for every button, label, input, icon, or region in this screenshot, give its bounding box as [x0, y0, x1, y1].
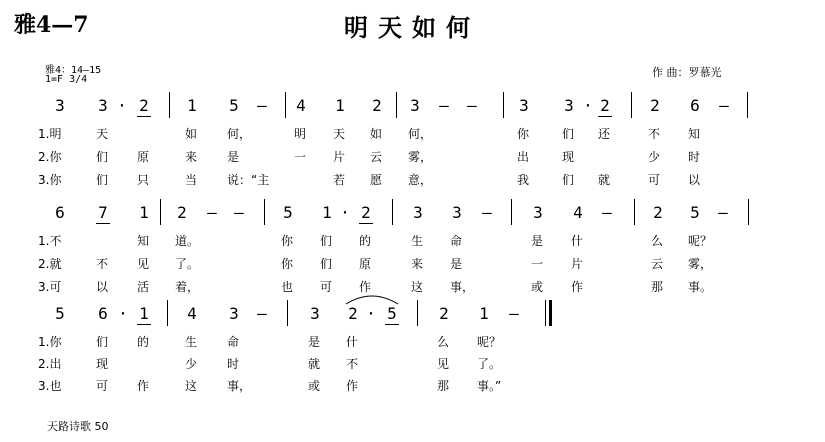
- lyric: 片: [333, 150, 346, 164]
- hymn-number: 雅4—7: [14, 12, 89, 38]
- lyric: 那: [651, 280, 664, 294]
- note: 6: [690, 96, 700, 115]
- note: 2: [348, 304, 358, 323]
- composer-credit: 作 曲：罗慕光: [652, 66, 722, 79]
- note: 2: [361, 203, 371, 222]
- lyric: 道。: [175, 234, 200, 248]
- dash: –: [234, 203, 244, 222]
- lyric: 原: [359, 257, 372, 271]
- note: 5: [55, 304, 65, 323]
- lyric: 知: [688, 127, 701, 141]
- lyric: 你: [281, 257, 294, 271]
- eighth-underline: [137, 116, 151, 117]
- lyric: 时: [688, 150, 701, 164]
- page-title: 明天如何: [344, 13, 480, 42]
- bar-line: [417, 300, 418, 326]
- lyric: 是: [450, 257, 463, 271]
- lyric: 生: [185, 335, 198, 349]
- lyric: 作: [359, 280, 372, 294]
- dash: –: [439, 96, 449, 115]
- slur-arc: [344, 290, 400, 306]
- note: 4: [187, 304, 197, 323]
- key-time-signature: 1=F 3/4: [45, 74, 88, 85]
- note: 2: [177, 203, 187, 222]
- lyric: 现: [96, 357, 109, 371]
- note: 6: [55, 203, 65, 222]
- lyric: 只: [137, 173, 150, 187]
- lyric: 那: [437, 379, 450, 393]
- dot: ·: [340, 203, 350, 222]
- dash: –: [257, 304, 267, 323]
- lyric: 当: [185, 173, 198, 187]
- lyric: 现: [562, 150, 575, 164]
- lyric: 2.出: [38, 357, 62, 371]
- lyric: 就: [598, 173, 611, 187]
- dash: –: [718, 203, 728, 222]
- note: 4: [573, 203, 583, 222]
- lyric: 的: [359, 234, 372, 248]
- note: 1: [335, 96, 345, 115]
- note: 5: [229, 96, 239, 115]
- note: 3: [310, 304, 320, 323]
- lyric: 愿: [370, 173, 383, 187]
- note: 5: [690, 203, 700, 222]
- bar-line: [748, 199, 749, 225]
- lyric: 么: [651, 234, 664, 248]
- lyric: 可: [648, 173, 661, 187]
- lyric: 这: [185, 379, 198, 393]
- lyric: 还: [598, 127, 611, 141]
- lyric: 了。: [477, 357, 502, 371]
- lyric: 你: [281, 234, 294, 248]
- lyric: 一: [294, 150, 307, 164]
- lyric: 若: [333, 173, 346, 187]
- note: 3: [55, 96, 65, 115]
- lyric: 以: [688, 173, 701, 187]
- eighth-underline: [598, 116, 612, 117]
- bar-line: [511, 199, 512, 225]
- lyric: 3.你: [38, 173, 62, 187]
- lyric: 作: [137, 379, 150, 393]
- lyric: 这: [411, 280, 424, 294]
- dot: ·: [583, 96, 593, 115]
- lyric: 也: [281, 280, 294, 294]
- lyric: 你: [517, 127, 530, 141]
- bar-line: [503, 92, 504, 118]
- lyric: 可: [320, 280, 333, 294]
- note: 3: [519, 96, 529, 115]
- lyric: 是: [308, 335, 321, 349]
- note: 2: [653, 203, 663, 222]
- note: 1: [187, 96, 197, 115]
- source-footer: 天路诗歌 50: [47, 420, 109, 433]
- lyric: 的: [137, 335, 150, 349]
- dot: ·: [366, 304, 376, 323]
- lyric: 2.你: [38, 150, 62, 164]
- lyric: 事，: [450, 280, 475, 294]
- note: 6: [98, 304, 108, 323]
- lyric: 3.可: [38, 280, 62, 294]
- bar-line: [169, 92, 170, 118]
- lyric: 呢？: [688, 234, 713, 248]
- bar-line: [634, 199, 635, 225]
- lyric: 命: [450, 234, 463, 248]
- lyric: 不: [648, 127, 661, 141]
- lyric: 事。”: [477, 379, 502, 393]
- bar-line: [160, 199, 161, 225]
- lyric: 云: [370, 150, 383, 164]
- note: 1: [322, 203, 332, 222]
- lyric: 作: [571, 280, 584, 294]
- lyric: 来: [411, 257, 424, 271]
- lyric: 时: [227, 357, 240, 371]
- lyric: 呢？: [477, 335, 502, 349]
- lyric: 或: [531, 280, 544, 294]
- lyric: 什: [571, 234, 584, 248]
- lyric: 少: [185, 357, 198, 371]
- lyric: 不: [96, 257, 109, 271]
- lyric: 3.也: [38, 379, 62, 393]
- lyric: 作: [346, 379, 359, 393]
- lyric: 天: [96, 127, 109, 141]
- lyric: 我: [517, 173, 530, 187]
- lyric: 不: [346, 357, 359, 371]
- lyric: 事。: [688, 280, 713, 294]
- bar-line: [631, 92, 632, 118]
- lyric: 片: [571, 257, 584, 271]
- lyric: 着，: [175, 280, 200, 294]
- lyric: 们: [96, 173, 109, 187]
- scripture-reference: 雅4：14—15: [45, 65, 102, 76]
- lyric: 活: [137, 280, 150, 294]
- note: 2: [439, 304, 449, 323]
- lyric: 什: [346, 335, 359, 349]
- lyric: 么: [437, 335, 450, 349]
- lyric: 见: [137, 257, 150, 271]
- bar-line: [747, 92, 748, 118]
- lyric: 事，: [227, 379, 252, 393]
- dash: –: [257, 96, 267, 115]
- lyric: 明: [294, 127, 307, 141]
- dash: –: [467, 96, 477, 115]
- lyric: 生: [411, 234, 424, 248]
- note: 3: [98, 96, 108, 115]
- lyric: 原: [137, 150, 150, 164]
- lyric: 了。: [175, 257, 200, 271]
- eighth-underline: [385, 324, 399, 325]
- note: 5: [283, 203, 293, 222]
- lyric: 何，: [227, 127, 252, 141]
- lyric: 如: [185, 127, 198, 141]
- eighth-underline: [137, 324, 151, 325]
- lyric: 雾，: [688, 257, 713, 271]
- lyric: 一: [531, 257, 544, 271]
- lyric: 天: [333, 127, 346, 141]
- note: 3: [410, 96, 420, 115]
- bar-line: [264, 199, 265, 225]
- dash: –: [482, 203, 492, 222]
- lyric: 可: [96, 379, 109, 393]
- lyric: 以: [96, 280, 109, 294]
- note: 4: [296, 96, 306, 115]
- lyric: 们: [562, 173, 575, 187]
- dot: ·: [117, 96, 127, 115]
- dash: –: [509, 304, 519, 323]
- final-bar-thin: [545, 300, 546, 326]
- dash: –: [602, 203, 612, 222]
- note: 1: [139, 304, 149, 323]
- lyric: 就: [308, 357, 321, 371]
- lyric: 知: [137, 234, 150, 248]
- lyric: 意，: [408, 173, 433, 187]
- note: 5: [387, 304, 397, 323]
- bar-line: [167, 300, 168, 326]
- lyric: 云: [651, 257, 664, 271]
- note: 3: [413, 203, 423, 222]
- lyric: 1.不: [38, 234, 62, 248]
- eighth-underline: [96, 223, 110, 224]
- lyric: 命: [227, 335, 240, 349]
- dot: ·: [118, 304, 128, 323]
- bar-line: [392, 199, 393, 225]
- lyric: 们: [96, 150, 109, 164]
- lyric: 何，: [408, 127, 433, 141]
- note: 3: [452, 203, 462, 222]
- lyric: 2.就: [38, 257, 62, 271]
- note: 7: [98, 203, 108, 222]
- lyric: 如: [370, 127, 383, 141]
- note: 2: [600, 96, 610, 115]
- lyric: 们: [562, 127, 575, 141]
- bar-line: [396, 92, 397, 118]
- lyric: 雾，: [408, 150, 433, 164]
- lyric: 出: [517, 150, 530, 164]
- lyric: 是: [227, 150, 240, 164]
- note: 2: [139, 96, 149, 115]
- bar-line: [287, 300, 288, 326]
- lyric: 见: [437, 357, 450, 371]
- lyric: 说：“主: [227, 173, 270, 187]
- note: 3: [533, 203, 543, 222]
- lyric: 1.你: [38, 335, 62, 349]
- note: 3: [564, 96, 574, 115]
- bar-line: [285, 92, 286, 118]
- lyric: 或: [308, 379, 321, 393]
- final-bar-thick: [549, 300, 552, 326]
- dash: –: [719, 96, 729, 115]
- note: 2: [650, 96, 660, 115]
- note: 3: [229, 304, 239, 323]
- lyric: 们: [320, 234, 333, 248]
- lyric: 1.明: [38, 127, 62, 141]
- dash: –: [207, 203, 217, 222]
- note: 1: [139, 203, 149, 222]
- lyric: 来: [185, 150, 198, 164]
- lyric: 是: [531, 234, 544, 248]
- eighth-underline: [359, 223, 373, 224]
- note: 2: [372, 96, 382, 115]
- note: 1: [479, 304, 489, 323]
- lyric: 们: [96, 335, 109, 349]
- lyric: 们: [320, 257, 333, 271]
- lyric: 少: [648, 150, 661, 164]
